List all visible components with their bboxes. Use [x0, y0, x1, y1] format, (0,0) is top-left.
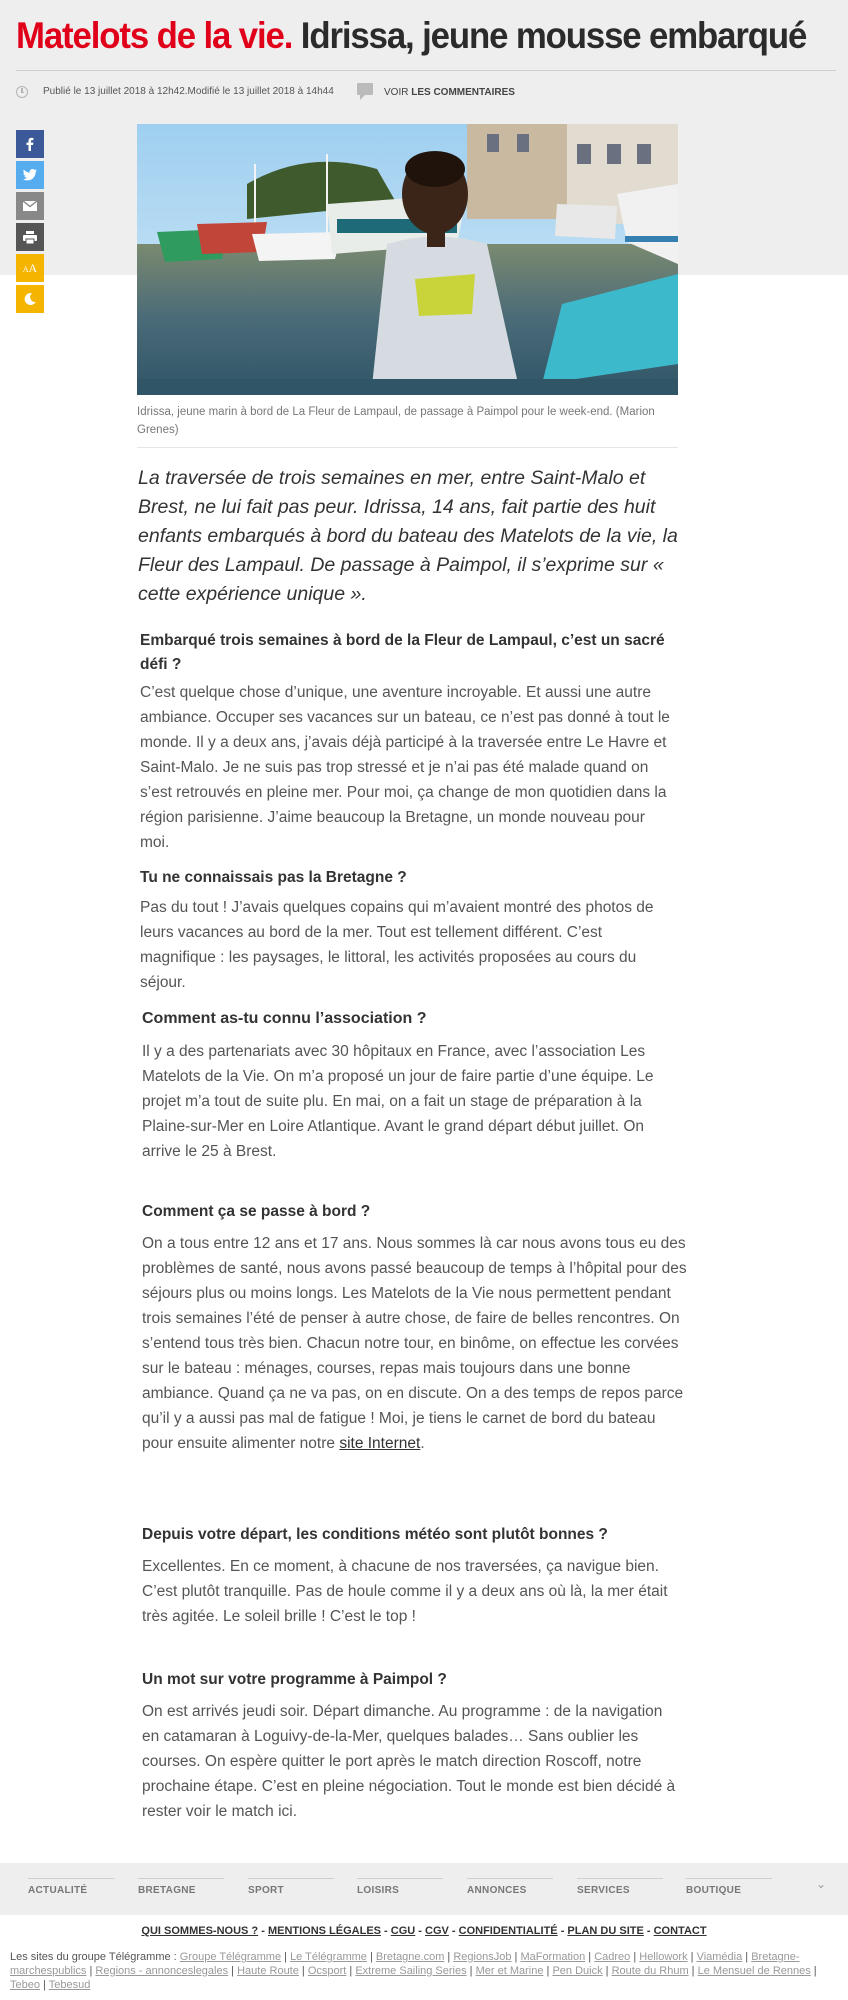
article-title: [16, 12, 806, 60]
night-mode-button[interactable]: [16, 285, 44, 313]
article-headline: Idrissa, jeune mousse embarqué: [300, 15, 807, 56]
answer-4-end: .: [420, 1435, 425, 1452]
clock-icon: [16, 86, 28, 98]
footer-link-about[interactable]: QUI SOMMES-NOUS ?: [141, 1925, 259, 1937]
print-button[interactable]: [16, 223, 44, 251]
comments-link[interactable]: [384, 87, 515, 98]
group-site-link[interactable]: MaFormation: [520, 1951, 586, 1963]
comment-icon[interactable]: [357, 83, 373, 95]
group-site-link[interactable]: Cadreo: [594, 1951, 631, 1963]
group-site-link[interactable]: RegionsJob: [453, 1951, 512, 1963]
share-email-button[interactable]: [16, 192, 44, 220]
group-site-link[interactable]: Groupe Télégramme: [179, 1951, 282, 1963]
question-2: Tu ne connaissais pas la Bretagne ?: [140, 869, 407, 886]
chevron-down-icon[interactable]: ⌄: [816, 1877, 827, 1891]
publication-date: Publié le 13 juillet 2018 à 12h42.Modifié le 13 juillet 2018 à 14h44: [43, 86, 334, 97]
footer-nav: ACTUALITÉ BRETAGNE SPORT LOISIRS ANNONCES SERVICES BOUTIQUE ⌄: [0, 1863, 848, 1915]
comments-label: LES COMMENTAIRES: [411, 87, 515, 98]
footer-link-legal[interactable]: MENTIONS LÉGALES: [267, 1925, 381, 1937]
share-twitter-button[interactable]: [16, 161, 44, 189]
footer-links: QUI SOMMES-NOUS ? - MENTIONS LÉGALES - CGU - CGV - CONFIDENTIALITÉ - PLAN DU SITE - CONTACT: [141, 1925, 707, 1937]
article-kicker: Matelots de la vie.: [16, 15, 293, 56]
answer-6: On est arrivés jeudi soir. Départ dimanche. Au programme : de la navigation en catamaran à Loguivy-de-la-Mer, quelques balades… Sans oublier les courses. On espère quitter le port après le match direction Roscoff, notre prochaine étape. C’est en pleine négociation. Tout le monde est bien décidé à rester voir le match ici.: [142, 1703, 676, 1820]
group-site-link[interactable]: Tebeo: [10, 1979, 40, 1991]
question-3: Comment as-tu connu l’association ?: [142, 1010, 427, 1027]
footer-link-contact[interactable]: CONTACT: [653, 1925, 707, 1937]
group-site-link[interactable]: Pen Duick: [552, 1965, 603, 1977]
group-site-link[interactable]: Viamédia: [696, 1951, 743, 1963]
share-facebook-button[interactable]: [16, 130, 44, 158]
group-site-link[interactable]: Regions - annonceslegales: [95, 1965, 229, 1977]
website-link[interactable]: site Internet: [339, 1435, 421, 1452]
group-site-link[interactable]: Route du Rhum: [611, 1965, 689, 1977]
question-5: Depuis votre départ, les conditions météo sont plutôt bonnes ?: [142, 1526, 608, 1543]
group-site-link[interactable]: Ocsport: [307, 1965, 347, 1977]
group-site-link[interactable]: Tebesud: [48, 1979, 91, 1991]
group-site-link[interactable]: Hellowork: [639, 1951, 688, 1963]
group-site-link[interactable]: Bretagne.com: [375, 1951, 445, 1963]
comments-prefix: VOIR: [384, 87, 409, 98]
group-site-link[interactable]: Extreme Sailing Series: [355, 1965, 467, 1977]
footer-link-privacy[interactable]: CONFIDENTIALITÉ: [458, 1925, 558, 1937]
group-site-link[interactable]: Bretagne-marchespublics: [10, 1951, 800, 1977]
harbor-photo: [137, 124, 678, 395]
group-site-link[interactable]: Haute Route: [237, 1965, 299, 1977]
group-sites: Les sites du groupe Télégramme : Groupe Télégramme | Le Télégramme | Bretagne.com | RegionsJob | MaFormation | Cadreo | Hellowork | Viamédia | Bretagne-marchespublics | Regions - annonceslegales | Haute Route | Ocsport | Extreme Sailing Series | Mer et Marine | Pen Duick | Route du Rhum | Le Mensuel de Rennes | Tebeo | Tebesud: [10, 1951, 817, 1991]
question-4: Comment ça se passe à bord ?: [142, 1203, 371, 1220]
answer-4: [142, 1231, 687, 1456]
question-6: Un mot sur votre programme à Paimpol ?: [142, 1671, 447, 1688]
answer-1: C’est quelque chose d’unique, une aventure incroyable. Et aussi une autre ambiance. Occuper ses vacances sur un bateau, ce n’est pas donné à tout le monde. Il y a deux ans, j’avais déjà participé à la traversée entre Le Havre et Saint-Malo. Je ne suis pas trop stressé et je n’ai pas été malade quand on s’est retrouvés en pleine mer. Pour moi, ça change de mon quotidien dans la région parisienne. J’aime beaucoup la Bretagne, un monde nouveau pour moi.: [140, 684, 670, 851]
question-1: Embarqué trois semaines à bord de la Fleur de Lampaul, c’est un sacré défi ?: [140, 632, 665, 673]
footer-link-cgu[interactable]: CGU: [390, 1925, 416, 1937]
facebook-icon: [23, 137, 37, 151]
footer-link-cgv[interactable]: CGV: [425, 1925, 449, 1937]
answer-3: Il y a des partenariats avec 30 hôpitaux en France, avec l’association Les Matelots de la Vie. On m’a proposé un jour de faire partie d’une équipe. Le projet m’a tout de suite plu. En mai, on a fait un stage de préparation à la Plaine-sur-Mer en Loire Atlantique. Avant le grand départ début juillet. On arrive le 25 à Brest.: [142, 1043, 654, 1160]
answer-4-text: On a tous entre 12 ans et 17 ans. Nous sommes là car nous avons tous eu des problèmes de santé, nous avons passé beaucoup de temps à l’hôpital pour des séjours plus ou moins longs. Les Matelots de la Vie nous permettent pendant trois semaines l’été de penser à autre chose, de faire de belles rencontres. On s’entend tous très bien. Chacun notre tour, en binôme, on effectue les corvées sur le bateau : ménages, courses, repas mais toujours dans une bonne ambiance. Quand ça ne va pas, on en discute. On a des temps de repos parce qu’il y a aussi pas mal de fatigue ! Moi, je tiens le carnet de bord du bateau pour ensuite alimenter notre: [142, 1235, 687, 1452]
footer-link-sitemap[interactable]: PLAN DU SITE: [567, 1925, 644, 1937]
print-icon: [23, 231, 37, 244]
group-site-link[interactable]: Le Mensuel de Rennes: [697, 1965, 811, 1977]
group-site-link[interactable]: Mer et Marine: [475, 1965, 544, 1977]
group-site-link[interactable]: Le Télégramme: [290, 1951, 367, 1963]
answer-2: Pas du tout ! J’avais quelques copains qui m’avaient montré des photos de leurs vacances au bord de la mer. Tout est tellement différent. C’est magnifique : les paysages, le littoral, les activités proposées au cours du séjour.: [140, 899, 654, 991]
twitter-icon: [23, 169, 37, 181]
mail-icon: [23, 201, 37, 211]
article-header: [16, 10, 836, 71]
photo-caption: Idrissa, jeune marin à bord de La Fleur de Lampaul, de passage à Paimpol pour le week-end. (Marion Grenes): [137, 403, 678, 448]
text-size-icon: AA: [22, 260, 38, 275]
moon-icon: [23, 292, 37, 306]
group-sites-intro: Les sites du groupe Télégramme :: [10, 1951, 177, 1963]
article-photo: [137, 124, 678, 395]
answer-5: Excellentes. En ce moment, à chacune de nos traversées, ça navigue bien. C’est plutôt tranquille. Pas de houle comme il y a deux ans où là, la mer était très agitée. Le soleil brille ! C’est le top !: [142, 1558, 668, 1625]
text-size-button[interactable]: [16, 254, 44, 282]
article-meta: [16, 83, 836, 103]
article-lead: La traversée de trois semaines en mer, entre Saint-Malo et Brest, ne lui fait pas peur. Idrissa, 14 ans, fait partie des huit enfants embarqués à bord du bateau des Matelots de la vie, la Fleur des Lampaul. De passage à Paimpol, il s’exprime sur « cette expérience unique ».: [138, 467, 678, 605]
